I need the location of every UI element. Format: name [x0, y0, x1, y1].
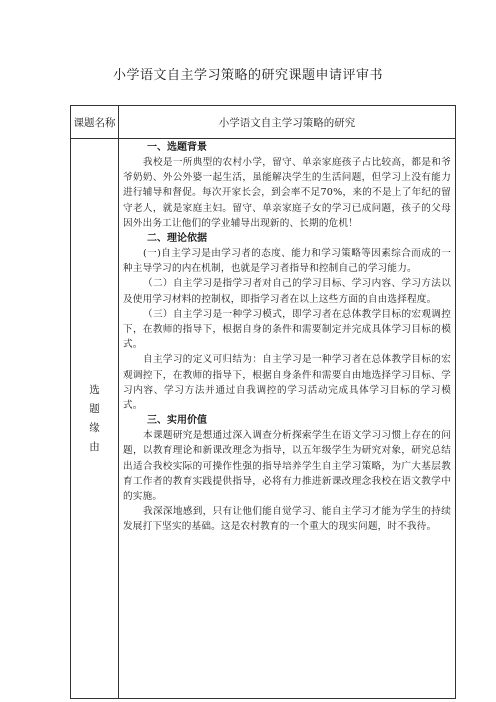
reason-label-char: 题	[89, 402, 100, 415]
background-paragraph: 我校是一所典型的农村小学，留守、单亲家庭孩子占比较高，都是和爷爷奶奶、外公外婆一起生活，虽能解决学生的生活问题，但学习上没有能力进行辅导和督促。每次开家长会，到会率不足70%，来的不是上了年纪的留守老人，就是家庭主妇。留守、单亲家庭子女的学习已成问题，孩子的父母因外出务工让他们的学业辅导出现新的、长期的危机！	[123, 157, 451, 229]
theory-paragraph: （三）自主学习是一种学习模式，即学习者在总体教学目标的宏观调控下，在教师的指导下，根据自身的条件和需要制定并完成具体学习目标的模式。	[123, 308, 451, 351]
reason-label-char: 选	[89, 383, 100, 396]
value-paragraph: 我深深地感到，只有让他们能自觉学习、能自主学习才能为学生的持续发展打下坚实的基础。这是农村教育的一个重大的现实问题，时不我待。	[123, 506, 451, 533]
topic-name-label: 课题名称	[71, 106, 119, 139]
value-paragraph: 本课题研究是想通过深入调查分析探索学生在语文学习习惯上存在的问题，以教育理论和新课改理念为指导，以五年级学生为研究对象，研究总结出适合我校实际的可操作性强的指导培养学生自主学习策略，为广大基层教育工作者的教育实践提供指导，必将有力推进新课改理念我校在语文教学中的实施。	[123, 430, 451, 503]
reason-label-char: 缘	[89, 421, 100, 434]
topic-reason-row	[71, 139, 456, 699]
topic-reason-label	[71, 139, 119, 699]
document-title: 小学语文自主学习策略的研究课题申请评审书	[112, 68, 383, 83]
theory-paragraph: (一)自主学习是由学习者的态度、能力和学习策略等因素综合而成的一种主导学习的内在机制，也就是学习者指导和控制自己的学习能力。	[123, 248, 451, 275]
section-heading-background: 一、选题背景	[147, 142, 207, 153]
theory-paragraph: 自主学习的定义可归结为：自主学习是一种学习者在总体教学目标的宏观调控下，在教师的指导下，根据自身条件和需要自由地选择学习目标、学习内容、学习方法并通过自我调控的学习活动完成具体学习目标的学习模式。	[123, 354, 451, 412]
application-form-table	[70, 105, 456, 699]
reason-label-char: 由	[89, 440, 100, 453]
section-heading-value: 三、实用价值	[147, 415, 207, 427]
topic-name-value: 小学语文自主学习策略的研究	[119, 106, 456, 139]
topic-name-row	[71, 106, 456, 139]
section-heading-theory: 二、理论依据	[147, 233, 207, 245]
topic-reason-content	[119, 139, 456, 699]
theory-paragraph: （二）自主学习是指学习者对自己的学习目标、学习内容、学习方法以及使用学习材料的控制权，即指学习者在以上这些方面的自由选择程度。	[123, 278, 451, 305]
